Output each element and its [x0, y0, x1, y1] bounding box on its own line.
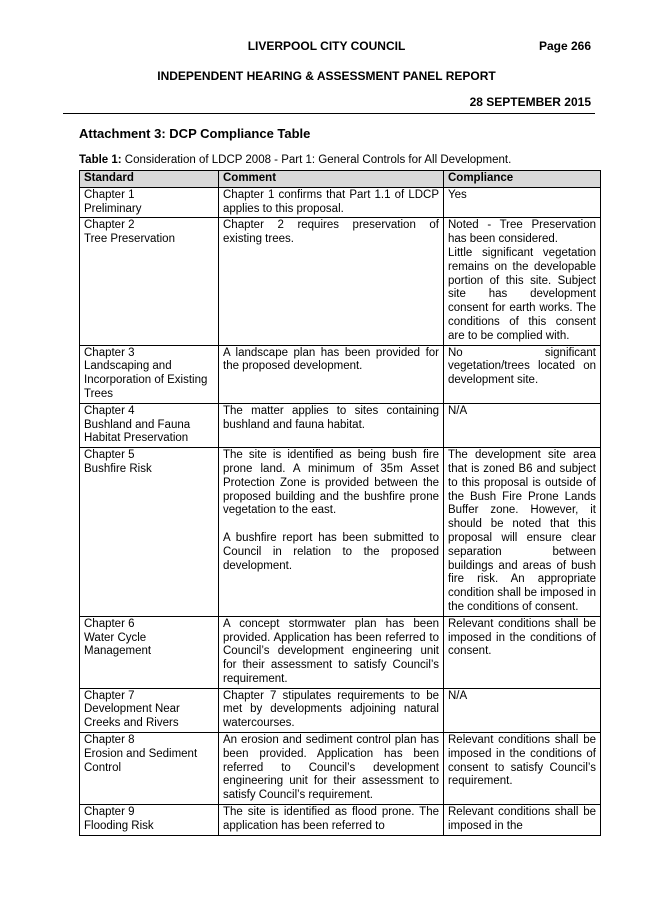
comment-cell: Chapter 2 requires preservation of existing trees.	[219, 218, 444, 345]
comment-cell: An erosion and sediment control plan has been provided. Application has been referred to Council’s development engineering unit for their assessment to satisfy Council’s requirement.	[219, 733, 444, 805]
table-row	[80, 688, 601, 732]
standard-cell: Chapter 8 Erosion and Sediment Control	[80, 733, 219, 805]
standard-cell: Chapter 1 Preliminary	[80, 187, 219, 218]
comment-cell: The site is identified as flood prone. The application has been referred to	[219, 805, 444, 836]
compliance-cell: N/A	[444, 688, 601, 732]
standard-cell: Chapter 3 Landscaping and Incorporation of Existing Trees	[80, 345, 219, 403]
compliance-cell: Relevant conditions shall be imposed in the	[444, 805, 601, 836]
table-row	[80, 187, 601, 218]
standard-cell: Chapter 2 Tree Preservation	[80, 218, 219, 345]
column-header-standard: Standard	[80, 171, 219, 188]
column-header-comment: Comment	[219, 171, 444, 188]
table-row	[80, 448, 601, 617]
standard-cell: Chapter 4 Bushland and Fauna Habitat Preservation	[80, 403, 219, 447]
compliance-cell: Relevant conditions shall be imposed in the conditions of consent.	[444, 616, 601, 688]
header-divider	[63, 113, 595, 114]
compliance-cell: Relevant conditions shall be imposed in the conditions of consent to satisfy Council’s requirement.	[444, 733, 601, 805]
compliance-cell: Yes	[444, 187, 601, 218]
comment-cell: The matter applies to sites containing bushland and fauna habitat.	[219, 403, 444, 447]
page-number: Page 266	[538, 39, 591, 53]
table-header-row	[80, 171, 601, 188]
comment-cell: A concept stormwater plan has been provided. Application has been referred to Council’s development engineering unit for their assessment to satisfy Council’s requirement.	[219, 616, 444, 688]
table-row	[80, 403, 601, 447]
council-name: LIVERPOOL CITY COUNCIL	[247, 39, 406, 53]
attachment-title: Attachment 3: DCP Compliance Table	[79, 126, 311, 141]
table-row	[80, 733, 601, 805]
standard-cell: Chapter 6 Water Cycle Management	[80, 616, 219, 688]
comment-cell: The site is identified as being bush fire prone land. A minimum of 35m Asset Protection Zone is provided between the proposed building and the bushfire prone vegetation to the east. A bushfire report has been submitted to Council in relation to the proposed development.	[219, 448, 444, 617]
table-row	[80, 345, 601, 403]
table-caption	[79, 154, 511, 166]
report-title: INDEPENDENT HEARING & ASSESSMENT PANEL REPORT	[157, 69, 496, 83]
table-row	[80, 218, 601, 345]
comment-cell: Chapter 7 stipulates requirements to be met by developments adjoining natural watercourses.	[219, 688, 444, 732]
table-caption-label: Table 1:	[79, 154, 122, 166]
compliance-cell: N/A	[444, 403, 601, 447]
compliance-cell: The development site area that is zoned B6 and subject to this proposal is outside of the Bush Fire Prone Lands Buffer zone. However, it should be noted that this proposal will ensure clear separation between buildings and areas of bush fire risk. An appropriate condition shall be imposed in the conditions of consent.	[444, 448, 601, 617]
table-row	[80, 805, 601, 836]
column-header-compliance: Compliance	[444, 171, 601, 188]
compliance-table	[79, 170, 601, 836]
standard-cell: Chapter 9 Flooding Risk	[80, 805, 219, 836]
comment-cell: A landscape plan has been provided for the proposed development.	[219, 345, 444, 403]
table-row	[80, 616, 601, 688]
table-caption-text: Consideration of LDCP 2008 - Part 1: General Controls for All Development.	[121, 154, 512, 166]
standard-cell: Chapter 5 Bushfire Risk	[80, 448, 219, 617]
compliance-cell: Noted - Tree Preservation has been considered. Little significant vegetation remains on the developable portion of this site. Subject site has development consent for earth works. The conditions of this consent are to be complied with.	[444, 218, 601, 345]
compliance-cell: No significant vegetation/trees located on development site.	[444, 345, 601, 403]
report-date: 28 SEPTEMBER 2015	[469, 95, 591, 109]
comment-cell: Chapter 1 confirms that Part 1.1 of LDCP applies to this proposal.	[219, 187, 444, 218]
standard-cell: Chapter 7 Development Near Creeks and Rivers	[80, 688, 219, 732]
